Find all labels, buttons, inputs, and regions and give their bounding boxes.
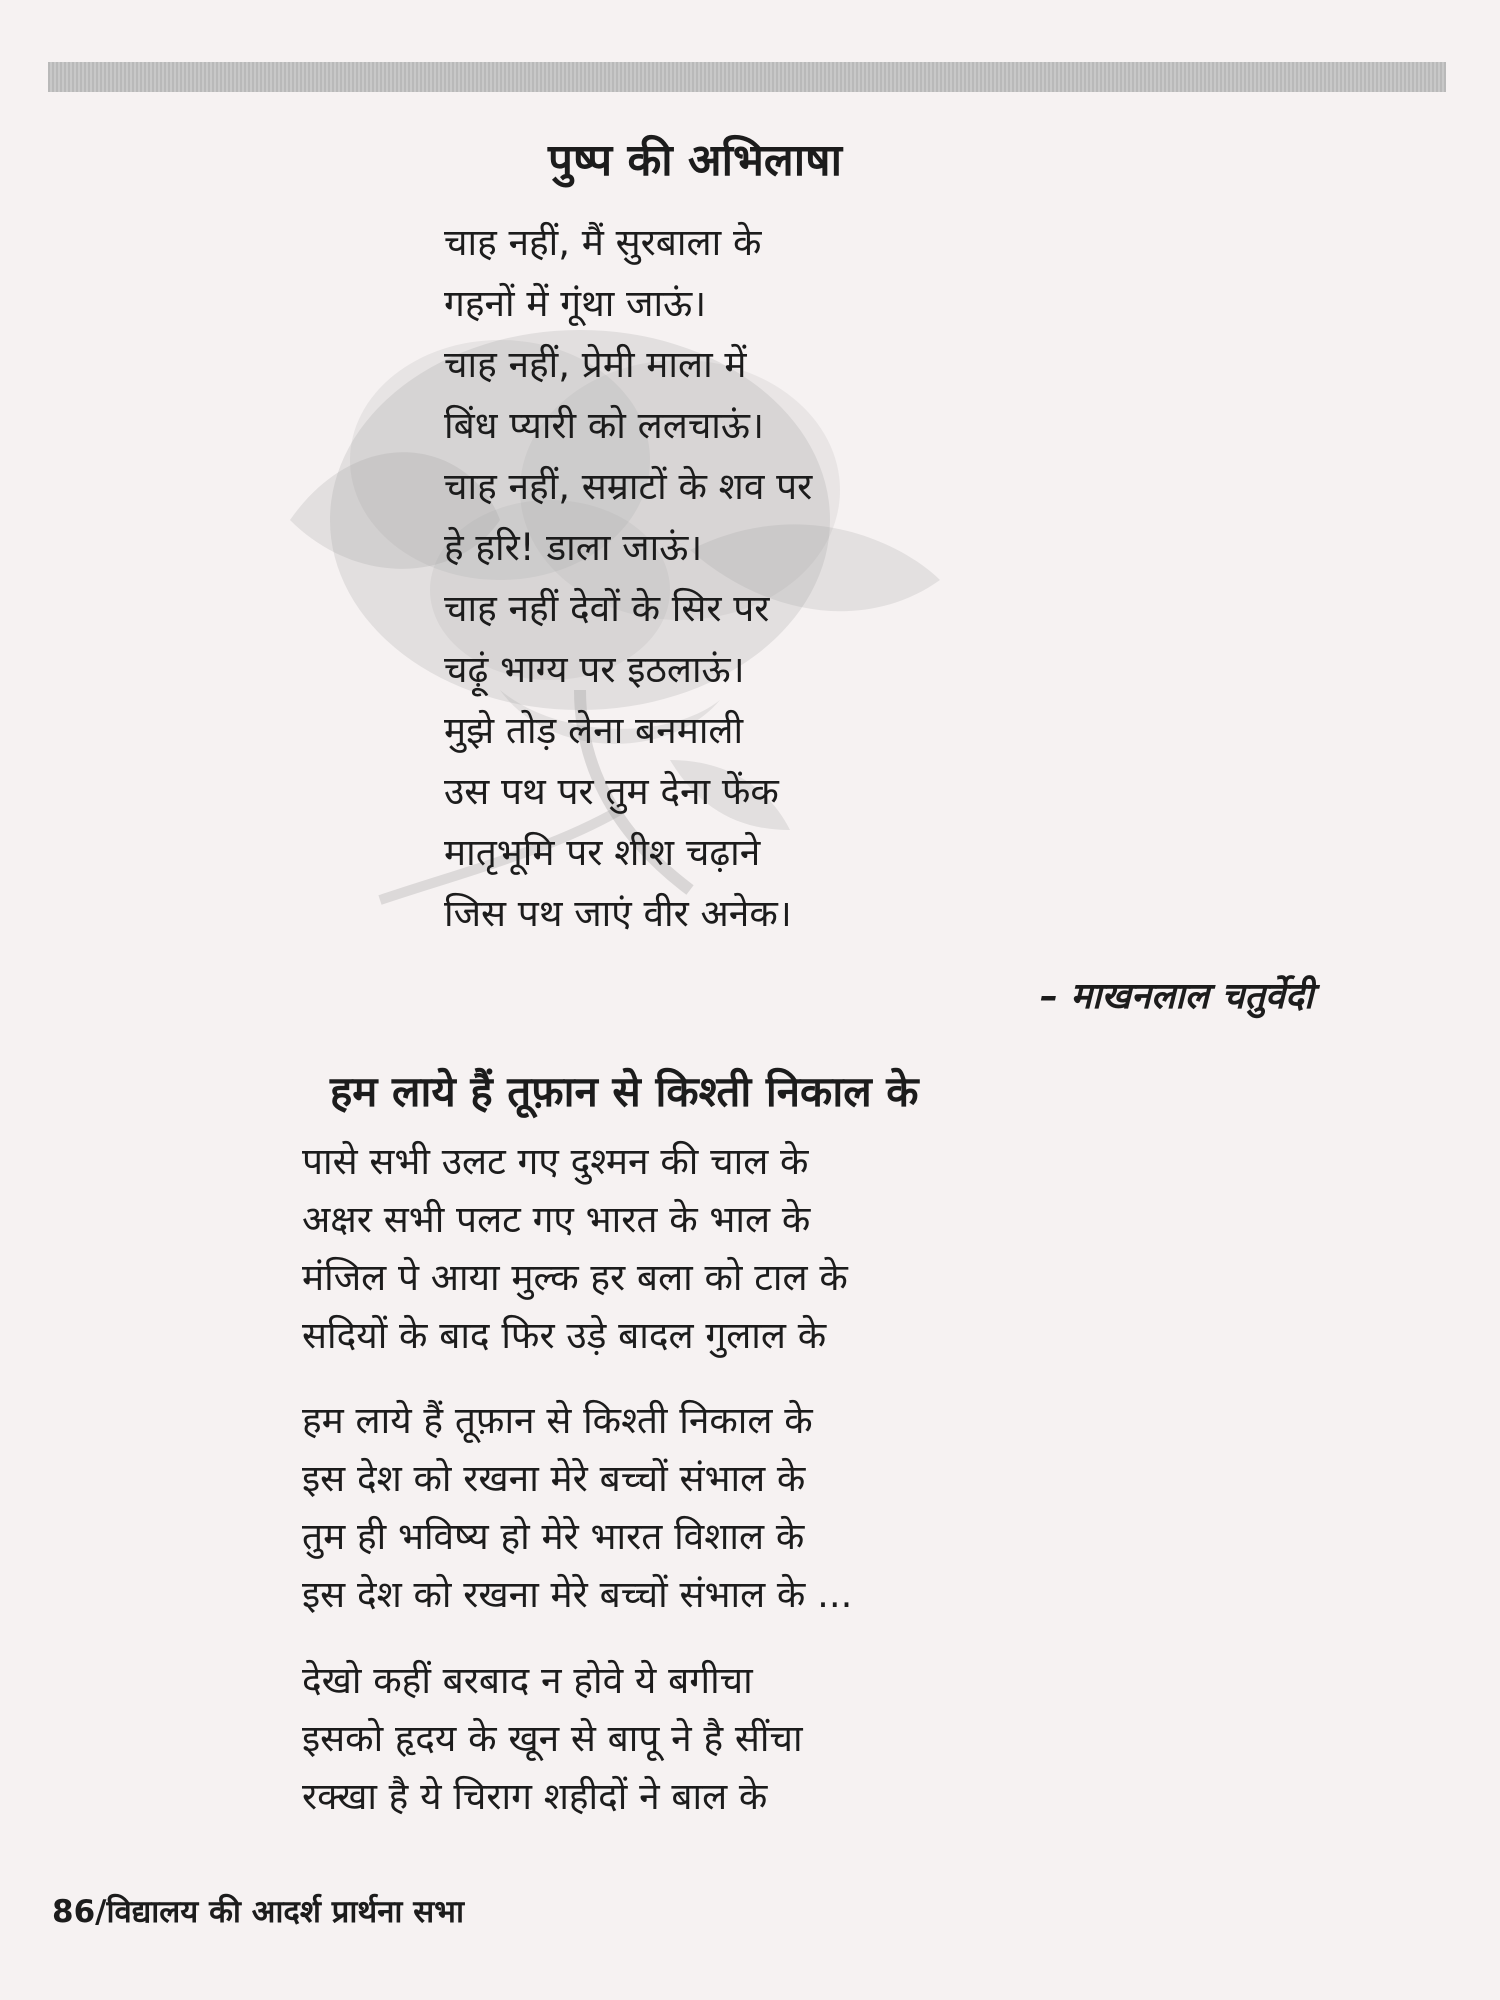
poem2-line: इसको हृदय के खून से बापू ने है सींचा <box>302 1717 803 1760</box>
poem1-line: उस पथ पर तुम देना फेंक <box>444 770 779 813</box>
poem1-line: चाह नहीं, प्रेमी माला में <box>444 343 747 386</box>
poem1-author: – माखनलाल चतुर्वेदी <box>1040 976 1314 1017</box>
poem1-line: हे हरि! डाला जाऊं। <box>444 526 703 569</box>
poem2-line: रक्खा है ये चिराग शहीदों ने बाल के <box>302 1775 768 1818</box>
poem2-stanza-3 <box>302 1652 803 1826</box>
poem1-line: चढ़ूं भाग्य पर इठलाऊं। <box>444 648 745 691</box>
poem2-line: तुम ही भविष्य हो मेरे भारत विशाल के <box>302 1515 805 1558</box>
poem1-line: जिस पथ जाएं वीर अनेक। <box>444 892 792 935</box>
poem2-line: पासे सभी उलट गए दुश्मन की चाल के <box>302 1140 809 1183</box>
poem1-title: पुष्प की अभिलाषा <box>548 135 842 186</box>
poem2-line: इस देश को रखना मेरे बच्चों संभाल के ... <box>302 1573 853 1616</box>
poem2-line: हम लाये हैं तूफ़ान से किश्ती निकाल के <box>302 1399 813 1442</box>
poem1-line: बिंध प्यारी को ललचाऊं। <box>444 404 764 447</box>
poem2-line: सदियों के बाद फिर उड़े बादल गुलाल के <box>302 1314 827 1357</box>
poem2-stanza-2 <box>302 1392 852 1624</box>
page-footer: 86/विद्यालय की आदर्श प्रार्थना सभा <box>52 1894 465 1930</box>
poem2-stanza-1 <box>302 1133 848 1365</box>
poem2-line: इस देश को रखना मेरे बच्चों संभाल के <box>302 1457 806 1500</box>
poem1-line: चाह नहीं देवों के सिर पर <box>444 587 770 630</box>
header-gray-band <box>48 62 1446 92</box>
poem1-line: चाह नहीं, सम्राटों के शव पर <box>444 465 813 508</box>
poem1-line: मुझे तोड़ लेना बनमाली <box>444 709 744 752</box>
poem1-lines <box>444 212 812 944</box>
poem1-line: गहनों में गूंथा जाऊं। <box>444 282 707 325</box>
poem1-line: मातृभूमि पर शीश चढ़ाने <box>444 831 761 874</box>
poem2-line: अक्षर सभी पलट गए भारत के भाल के <box>302 1198 811 1241</box>
poem2-line: मंजिल पे आया मुल्क हर बला को टाल के <box>302 1256 848 1299</box>
poem2-line: देखो कहीं बरबाद न होवे ये बगीचा <box>302 1659 753 1702</box>
poem2-title: हम लाये हैं तूफ़ान से किश्ती निकाल के <box>330 1067 919 1116</box>
poem1-line: चाह नहीं, मैं सुरबाला के <box>444 221 762 264</box>
